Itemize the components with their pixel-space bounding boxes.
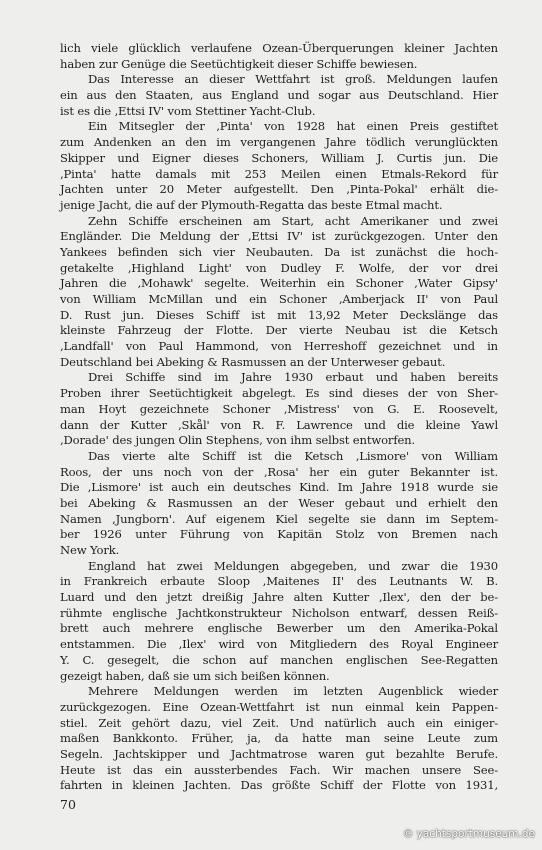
text-line: dann der Kutter ‚Skål' von R. F. Lawrence und die kleine Yawl [60,417,498,432]
text-line: ist es die ‚Ettsi IV' vom Stettiner Yacht-Club. [60,103,316,118]
text-line: Heute ist das ein aussterbendes Fach. Wir machen unsere See- [60,762,498,777]
text-line: ‚Dorade' des jungen Olin Stephens, von ihm selbst entworfen. [60,433,416,448]
text-line: Roos, der uns noch von der ‚Rosa' her ein guter Bekannter ist. [60,464,498,479]
text-line: maßen Bankkonto. Früher, ja, da hatte man seine Leute zum [60,731,498,746]
text-line: England hat zwei Meldungen abgegeben, und zwar die 1930 [88,558,498,573]
text-line: ‚Pinta' hatte damals mit 253 Meilen einen Etmals-Rekord für [60,166,498,181]
text-line: brett auch mehrere englische Bewerber um den Amerika-Pokal [60,621,498,636]
text-line: getakelte ‚Highland Light' von Dudley F. Wolfe, der vor drei [60,260,498,275]
text-line: Die ‚Lismore' ist auch ein deutsches Kind. Im Jahre 1918 wurde sie [60,480,498,495]
text-line: haben zur Genüge die Seetüchtigkeit dieser Schiffe bewiesen. [60,56,418,71]
text-line: Proben ihrer Seetüchtigkeit abgelegt. Es sind dieses der von Sher- [60,386,498,401]
text-line: ber 1926 unter Führung von Kapitän Stolz von Bremen nach [60,527,498,542]
text-line: Das Interesse an dieser Wettfahrt ist groß. Meldungen laufen [88,72,498,87]
text-line: Jachten unter 20 Meter aufgestellt. Den ‚Pinta-Pokal' erhält die- [60,182,498,197]
text-line: in Frankreich erbaute Sloop ‚Maitenes II' des Leutnants W. B. [60,574,498,589]
text-line: Mehrere Meldungen werden im letzten Augenblick wieder [88,684,498,699]
text-line: man Hoyt gezeichnete Schoner ‚Mistress' von G. E. Roosevelt, [60,401,498,416]
text-line: Yankees befinden sich vier Neubauten. Da ist zunächst die hoch- [60,244,498,259]
text-line: stiel. Zeit gehört dazu, viel Zeit. Und natürlich auch ein einiger- [60,715,498,730]
text-line: Deutschland bei Abeking & Rasmussen an der Unterweser gebaut. [60,354,446,369]
text-line: Engländer. Die Meldung der ‚Ettsi IV' ist zurückgezogen. Unter den [60,229,498,244]
text-line: entstammen. Die ‚Ilex' wird von Mitgliedern des Royal Engineer [60,637,498,652]
page-number: 70 [60,797,76,812]
text-line: Namen ‚Jungborn'. Auf eigenem Kiel segelte sie dann im Septem- [60,511,498,526]
text-line: D. Rust jun. Dieses Schiff ist mit 13,92 Meter Deckslänge das [60,307,498,322]
text-line: kleinste Fahrzeug der Flotte. Der vierte Neubau ist die Ketsch [60,323,498,338]
text-line: Skipper und Eigner dieses Schoners, William J. Curtis jun. Die [60,150,498,165]
text-line: bei Abeking & Rasmussen an der Weser gebaut und erhielt den [60,495,498,510]
text-line: gezeigt haben, daß sie um sich beißen können. [60,668,330,683]
text-line: fahrten in kleinen Jachten. Das größte Schiff der Flotte von 1931, [60,778,498,793]
text-line: New York. [60,543,120,557]
text-line: lich viele glücklich verlaufene Ozean-Überquerungen kleiner Jachten [60,41,498,55]
text-line: Zehn Schiffe erscheinen am Start, acht Amerikaner und zwei [88,213,498,228]
text-line: Luard und den jetzt dreißig Jahre alten Kutter ‚Ilex', den der be- [60,590,498,605]
text-line: Das vierte alte Schiff ist die Ketsch ‚Lismore' von William [88,448,498,463]
text-line: ‚Landfall' von Paul Hammond, von Herreshoff gezeichnet und in [60,339,498,354]
text-line: jenige Jacht, die auf der Plymouth-Regatta das beste Etmal macht. [60,197,443,212]
text-line: Y. C. gesegelt, die schon auf manchen englischen See-Regatten [60,652,498,667]
text-line: Ein Mitsegler der ‚Pinta' von 1928 hat einen Preis gestiftet [88,119,498,134]
text-line: von William McMillan und ein Schoner ‚Amberjack II' von Paul [60,292,498,306]
text-line: Drei Schiffe sind im Jahre 1930 erbaut und haben bereits [88,370,498,385]
text-line: Segeln. Jachtskipper und Jachtmatrose waren gut bezahlte Berufe. [60,746,498,761]
text-line: zum Andenken an den im vergangenen Jahre tödlich verunglückten [60,135,498,150]
text-line: zurückgezogen. Eine Ozean-Wettfahrt ist nun einmal kein Pappen- [60,699,498,714]
copyright-watermark: © yachtsportmuseum.de [402,828,535,840]
text-line: Jahren die ‚Mohawk' segelte. Weiterhin ein Schoner ‚Water Gipsy' [60,276,498,291]
body-text [60,41,498,794]
text-line: ein aus den Staaten, aus England und sogar aus Deutschland. Hier [60,88,498,103]
text-line: rühmte englische Jachtkonstrukteur Nicholson entwarf, dessen Reiß- [60,605,498,620]
